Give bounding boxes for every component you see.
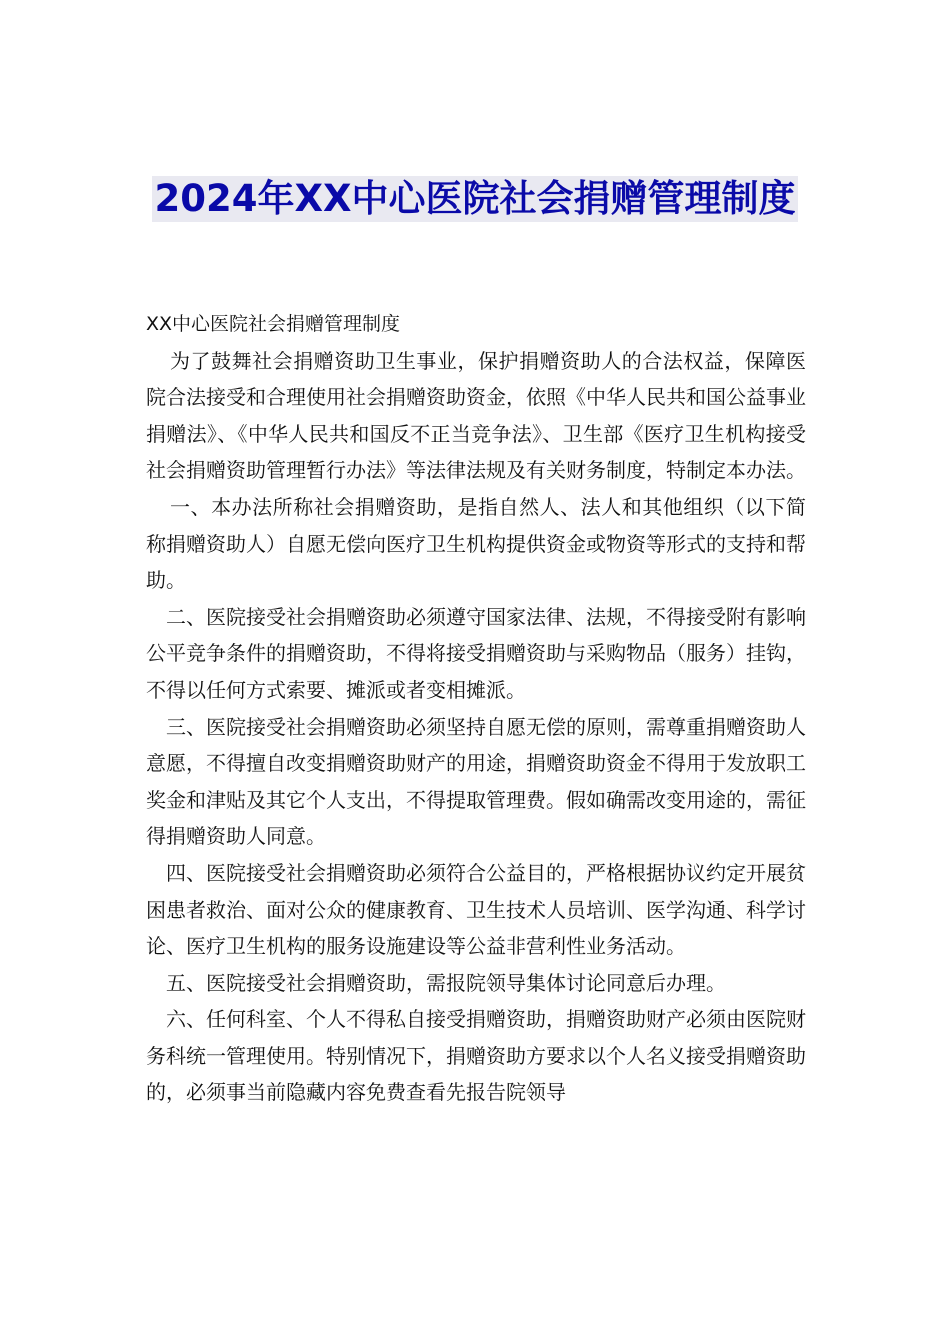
paragraph-article-1: 一、本办法所称社会捐赠资助，是指自然人、法人和其他组织（以下简称捐赠资助人）自愿无偿向医疗卫生机构提供资金或物资等形式的支持和帮助。 bbox=[146, 494, 806, 593]
paragraph-article-6: 六、任何科室、个人不得私自接受捐赠资助，捐赠资助财产必须由医院财务科统一管理使用。特别情况下，捐赠资助方要求以个人名义接受捐赠资助的，必须事当前隐藏内容免费查看先报告院领导 bbox=[146, 1007, 806, 1105]
paragraph-preamble: 为了鼓舞社会捐赠资助卫生事业，保护捐赠资助人的合法权益，保障医院合法接受和合理使用社会捐赠资助资金，依照《中华人民共和国公益事业捐赠法》、《中华人民共和国反不正当竞争法》、卫生部《医疗卫生机构接受社会捐赠资助管理暂行办法》等法律法规及有关财务制度，特制定本办法。 bbox=[146, 348, 806, 483]
document-title: 2024年XX中心医院社会捐赠管理制度 bbox=[154, 177, 796, 220]
paragraph-article-3: 三、医院接受社会捐赠资助必须坚持自愿无偿的原则，需尊重捐赠资助人意愿，不得擅自改变捐赠资助财产的用途，捐赠资助资金不得用于发放职工奖金和津贴及其它个人支出，不得提取管理费。假如确需改变用途的，需征得捐赠资助人同意。 bbox=[146, 714, 806, 849]
paragraph-article-5: 五、医院接受社会捐赠资助，需报院领导集体讨论同意后办理。 bbox=[166, 970, 726, 995]
title-container bbox=[0, 176, 950, 222]
paragraph-article-4: 四、医院接受社会捐赠资助必须符合公益目的，严格根据协议约定开展贫困患者救治、面对公众的健康教育、卫生技术人员培训、医学沟通、科学讨论、医疗卫生机构的服务设施建设等公益非营利性业务活动。 bbox=[146, 860, 806, 959]
document-body bbox=[146, 306, 806, 1111]
paragraph-article-2: 二、医院接受社会捐赠资助必须遵守国家法律、法规，不得接受附有影响公平竞争条件的捐赠资助，不得将接受捐赠资助与采购物品（服务）挂钩，不得以任何方式索要、摊派或者变相摊派。 bbox=[146, 604, 806, 702]
document-subtitle: XX中心医院社会捐赠管理制度 bbox=[146, 313, 401, 335]
